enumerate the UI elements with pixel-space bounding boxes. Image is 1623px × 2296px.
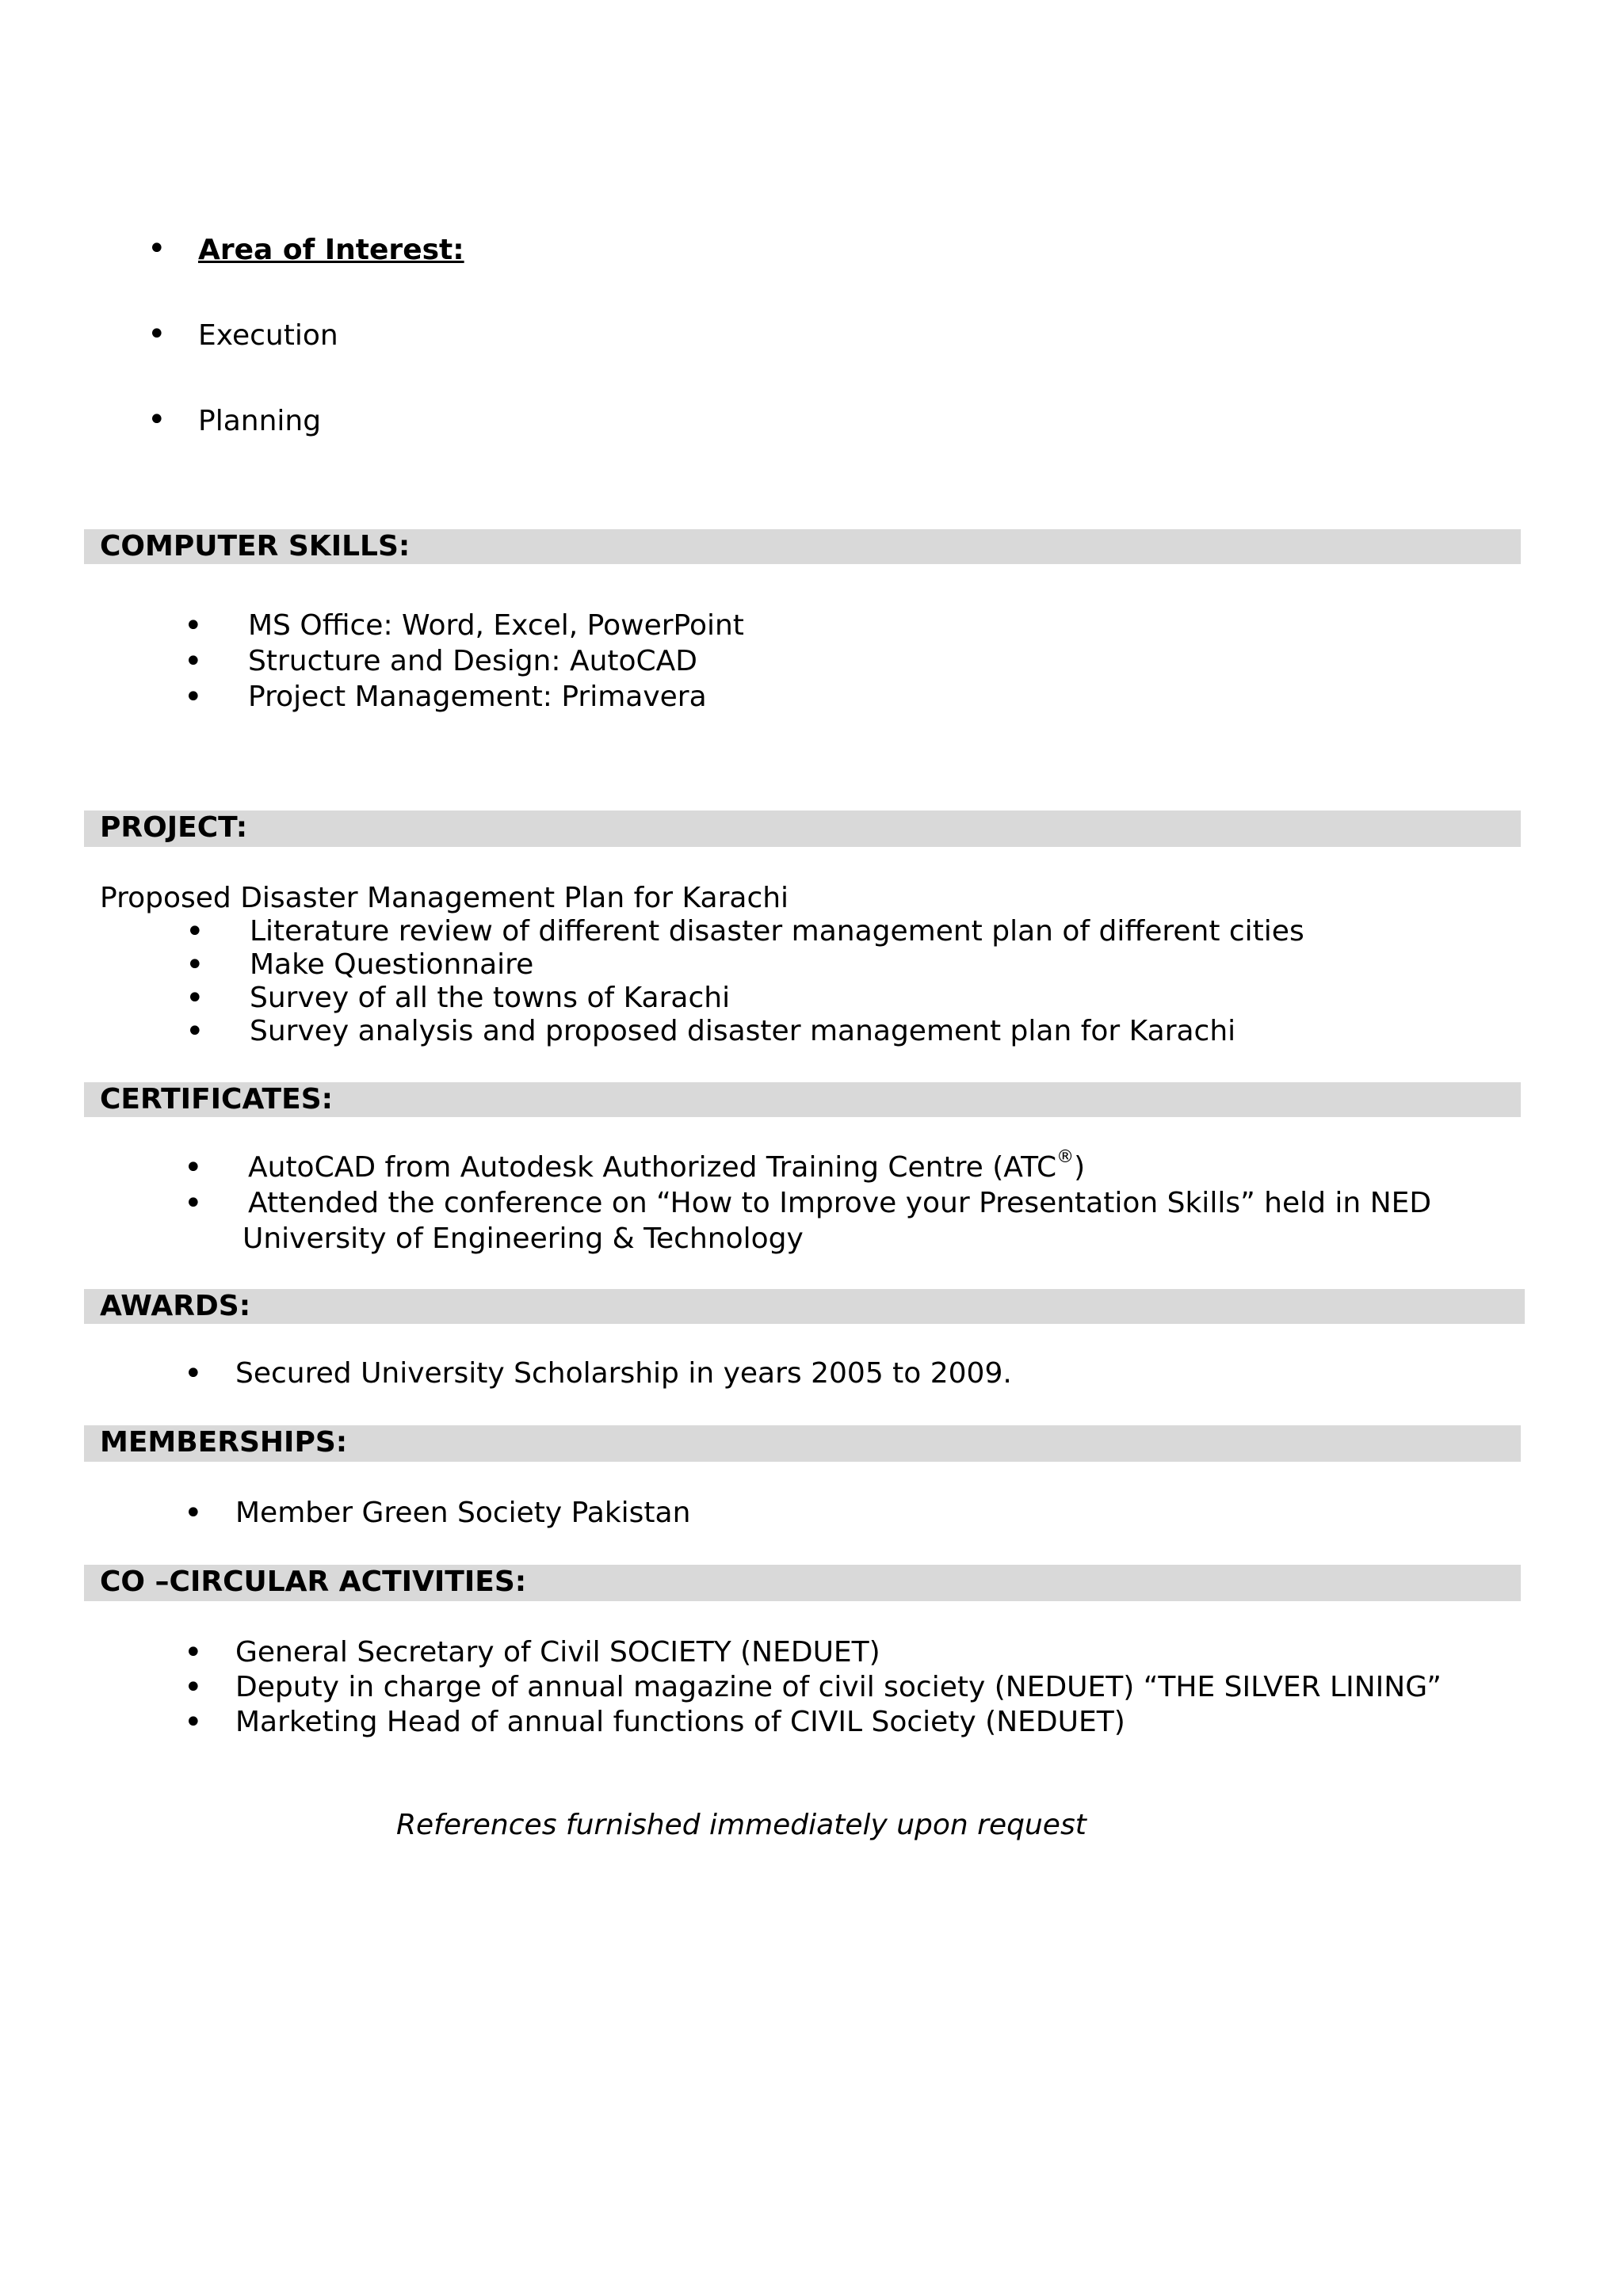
certificate-item-continued: University of Engineering & Technology (242, 1222, 804, 1255)
interest-item: Execution (198, 319, 338, 352)
interest-heading: Area of Interest: (198, 234, 464, 266)
references-note: References furnished immediately upon request (396, 1809, 1086, 1841)
activity-item: Marketing Head of annual functions of CIVIL Society (NEDUET) (235, 1706, 1125, 1738)
awards-heading-bar (84, 1289, 1525, 1324)
project-heading: PROJECT: (100, 811, 248, 844)
bullet-icon: • (185, 913, 204, 950)
memberships-heading-bar (84, 1425, 1521, 1462)
project-item: Survey of all the towns of Karachi (250, 982, 731, 1014)
bullet-icon: • (184, 1185, 203, 1222)
skill-item: MS Office: Word, Excel, PowerPoint (248, 609, 744, 642)
bullet-icon: • (184, 643, 203, 680)
bullet-icon: • (184, 1704, 203, 1741)
certificate-item-end: ) (1074, 1151, 1086, 1184)
skill-item: Project Management: Primavera (248, 681, 707, 713)
project-item: Literature review of different disaster management plan of different cities (250, 915, 1304, 948)
activity-item: Deputy in charge of annual magazine of civil society (NEDUET) “THE SILVER LINING” (235, 1671, 1442, 1703)
computer-skills-heading-bar (84, 529, 1521, 564)
bullet-icon: • (184, 608, 203, 644)
bullet-icon: • (184, 1150, 203, 1186)
computer-skills-heading: COMPUTER SKILLS: (100, 530, 411, 563)
activities-heading-bar (84, 1565, 1521, 1601)
activities-heading: CO –CIRCULAR ACTIVITIES: (100, 1566, 527, 1598)
bullet-icon: • (147, 316, 166, 353)
certificate-item (248, 1147, 1086, 1185)
certificate-item-text: AutoCAD from Autodesk Authorized Training Centre (ATC (248, 1151, 1057, 1184)
bullet-icon: • (147, 231, 166, 267)
registered-mark: ® (1056, 1147, 1075, 1167)
project-title: Proposed Disaster Management Plan for Karachi (100, 882, 789, 914)
bullet-icon: • (185, 1013, 204, 1050)
certificate-item: Attended the conference on “How to Improve your Presentation Skills” held in NED (248, 1187, 1432, 1219)
bullet-icon: • (184, 1495, 203, 1531)
bullet-icon: • (184, 1634, 203, 1671)
award-item: Secured University Scholarship in years 2005 to 2009. (235, 1357, 1012, 1390)
bullet-icon: • (184, 1356, 203, 1392)
awards-heading: AWARDS: (100, 1290, 251, 1322)
bullet-icon: • (147, 402, 166, 438)
membership-item: Member Green Society Pakistan (235, 1497, 691, 1529)
project-item: Survey analysis and proposed disaster management plan for Karachi (250, 1015, 1236, 1047)
bullet-icon: • (185, 980, 204, 1016)
certificates-heading: CERTIFICATES: (100, 1083, 334, 1116)
interest-item: Planning (198, 405, 322, 437)
project-heading-bar (84, 810, 1521, 847)
bullet-icon: • (184, 1669, 203, 1706)
memberships-heading: MEMBERSHIPS: (100, 1426, 348, 1459)
project-item: Make Questionnaire (250, 948, 534, 981)
skill-item: Structure and Design: AutoCAD (248, 645, 698, 677)
activity-item: General Secretary of Civil SOCIETY (NEDUET) (235, 1636, 880, 1669)
bullet-icon: • (185, 947, 204, 983)
certificates-heading-bar (84, 1082, 1521, 1117)
bullet-icon: • (184, 679, 203, 715)
